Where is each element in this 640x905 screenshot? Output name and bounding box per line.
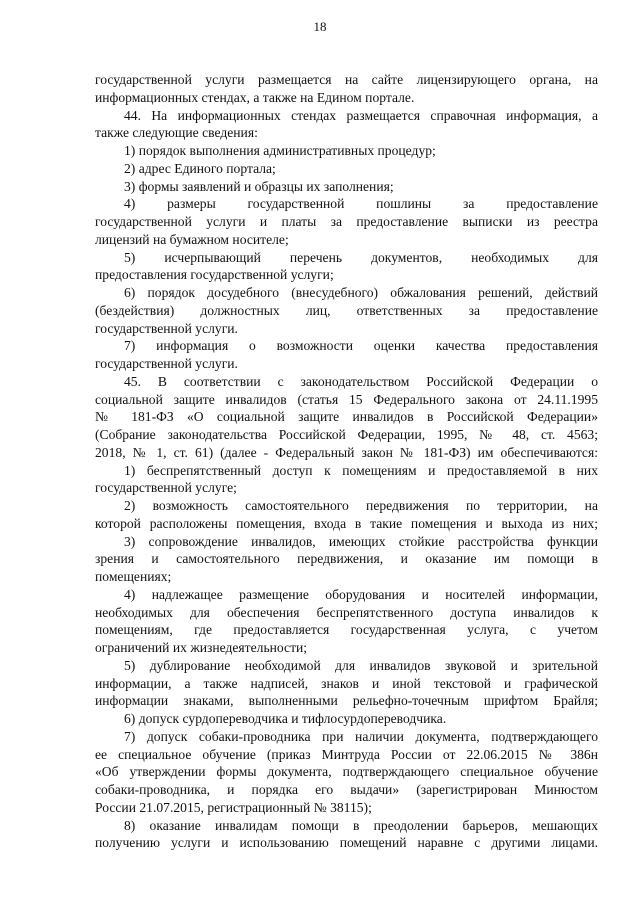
text-line: 7) информация о возможности оценки качества предоставления <box>124 338 598 354</box>
text-line: 4) размеры государственной пошлины за предоставление <box>124 196 598 212</box>
text-line: также следующие сведения: <box>95 125 258 141</box>
text-line: № 181-ФЗ «О социальной защите инвалидов в Российской Федерации» <box>95 409 598 425</box>
text-line: государственной услуги. <box>95 320 238 336</box>
text-line: зрения и самостоятельного передвижения, и оказание им помощи в <box>95 551 598 567</box>
text-line: 2018, № 1, ст. 61) (далее - Федеральный закон № 181-ФЗ) им обеспечиваются: <box>95 444 598 460</box>
text-line: информационных стендах, а также на Едином портале. <box>95 89 415 105</box>
text-line: 44. На информационных стендах размещается справочная информация, а <box>124 107 598 123</box>
text-line: 3) формы заявлений и образцы их заполнения; <box>124 178 394 194</box>
text-line: 5) дублирование необходимой для инвалидов звуковой и зрительной <box>124 657 598 673</box>
text-line: государственной услуге; <box>95 480 237 496</box>
text-line: 4) надлежащее размещение оборудования и носителей информации, <box>124 586 598 602</box>
text-line: получению услуги и использованию помещений наравне с другими лицами. <box>95 835 598 851</box>
text-line: 5) исчерпывающий перечень документов, необходимых для <box>124 249 598 265</box>
text-line: 8) оказание инвалидам помощи в преодолении барьеров, мешающих <box>124 817 598 833</box>
text-line: которой расположены помещения, входа в такие помещения и выхода из них; <box>95 515 598 531</box>
text-line: социальной защите инвалидов (статья 15 Федерального закона от 24.11.1995 <box>95 391 598 407</box>
text-line: предоставления государственной услуги; <box>95 267 334 283</box>
text-line: необходимых для обеспечения беспрепятственного доступа инвалидов к <box>95 604 598 620</box>
text-line: (Собрание законодательства Российской Федерации, 1995, № 48, ст. 4563; <box>95 427 598 442</box>
text-line: информации знаками, выполненными рельефно-точечным шрифтом Брайля; <box>95 693 598 709</box>
text-line: 2) возможность самостоятельного передвижения по территории, на <box>124 498 598 513</box>
text-line: 3) сопровождение инвалидов, имеющих стойкие расстройства функции <box>124 533 598 549</box>
text-line: 1) порядок выполнения административных процедур; <box>124 143 436 158</box>
text-line: 2) адрес Единого портала; <box>124 160 276 176</box>
text-line: 1) беспрепятственный доступ к помещениям и предоставляемой в них <box>124 462 598 478</box>
text-line: России 21.07.2015, регистрационный № 38115); <box>95 799 372 815</box>
text-line: (бездействия) должностных лиц, ответственных за предоставление <box>95 302 598 318</box>
text-line: государственной услуги. <box>95 356 238 371</box>
page-number: 18 <box>313 19 327 34</box>
text-line: информации, а также надписей, знаков и иной текстовой и графической <box>95 675 598 691</box>
text-line: государственной услуги и платы за предоставление выписки из реестра <box>95 214 598 229</box>
text-line: помещениям, где предоставляется государственная услуга, с учетом <box>95 622 598 638</box>
text-line: лицензий на бумажном носителе; <box>95 231 289 247</box>
document-body <box>95 71 598 852</box>
text-line: 6) допуск сурдопереводчика и тифлосурдопереводчика. <box>124 711 447 726</box>
text-line: собаки-проводника, и порядка его выдачи» (зарегистрирован Минюстом <box>95 782 598 797</box>
text-line: «Об утверждении формы документа, подтверждающего специальное обучение <box>95 764 598 780</box>
text-line: 45. В соответствии с законодательством Российской Федерации о <box>124 373 598 389</box>
text-line: 7) допуск собаки-проводника при наличии документа, подтверждающего <box>124 728 598 744</box>
text-line: помещениях; <box>95 569 172 584</box>
text-line: ее специальное обучение (приказ Минтруда России от 22.06.2015 № 386н <box>95 746 598 762</box>
text-line: 6) порядок досудебного (внесудебного) обжалования решений, действий <box>124 285 598 300</box>
text-line: ограничений их жизнедеятельности; <box>95 640 308 655</box>
text-line: государственной услуги размещается на сайте лицензирующего органа, на <box>95 72 598 87</box>
